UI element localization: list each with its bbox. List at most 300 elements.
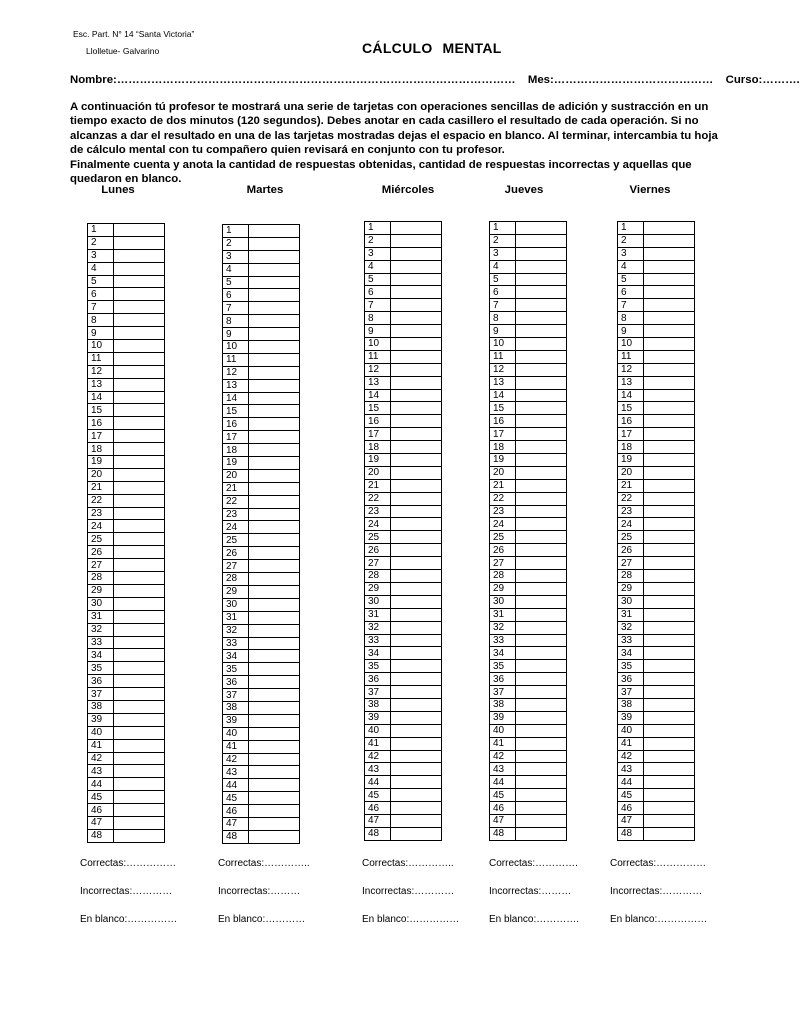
answer-cell[interactable]: [644, 724, 695, 737]
answer-cell[interactable]: [249, 353, 300, 366]
answer-cell[interactable]: [114, 597, 165, 610]
answer-cell[interactable]: [391, 698, 442, 711]
answer-cell[interactable]: [114, 584, 165, 597]
answer-table: [87, 223, 165, 843]
answer-cell[interactable]: [391, 724, 442, 737]
row-number: 23: [490, 505, 516, 518]
answer-cell[interactable]: [644, 454, 695, 467]
answer-cell[interactable]: [114, 262, 165, 275]
answer-cell[interactable]: [114, 430, 165, 443]
answer-cell[interactable]: [516, 737, 567, 750]
answer-cell[interactable]: [391, 363, 442, 376]
answer-cell[interactable]: [249, 263, 300, 276]
answer-cell[interactable]: [516, 312, 567, 325]
answer-cell[interactable]: [644, 350, 695, 363]
answer-cell[interactable]: [249, 225, 300, 238]
answer-cell[interactable]: [644, 234, 695, 247]
answer-cell[interactable]: [249, 328, 300, 341]
answer-cell[interactable]: [249, 457, 300, 470]
answer-cell[interactable]: [249, 341, 300, 354]
table-row: [88, 404, 165, 417]
answer-cell[interactable]: [644, 363, 695, 376]
answer-cell[interactable]: [516, 260, 567, 273]
answer-cell[interactable]: [644, 698, 695, 711]
answer-cell[interactable]: [249, 250, 300, 263]
row-number: 20: [88, 468, 114, 481]
answer-cell[interactable]: [391, 827, 442, 840]
answer-cell[interactable]: [391, 711, 442, 724]
answer-cell[interactable]: [644, 557, 695, 570]
answer-cell[interactable]: [516, 595, 567, 608]
answer-cell[interactable]: [644, 273, 695, 286]
answer-cell[interactable]: [516, 724, 567, 737]
answer-cell[interactable]: [391, 531, 442, 544]
answer-cell[interactable]: [644, 479, 695, 492]
mes-field[interactable]: Mes:……………………………………: [527, 74, 714, 86]
table-row: [88, 224, 165, 237]
table-row: [223, 237, 300, 250]
curso-field[interactable]: Curso:……….: [725, 74, 800, 86]
row-number: 35: [490, 660, 516, 673]
answer-cell[interactable]: [644, 338, 695, 351]
answer-cell[interactable]: [249, 560, 300, 573]
summary-correctas[interactable]: Correctas:……………: [610, 858, 707, 869]
answer-cell[interactable]: [644, 415, 695, 428]
answer-cell[interactable]: [516, 441, 567, 454]
answer-cell[interactable]: [644, 647, 695, 660]
answer-cell[interactable]: [391, 479, 442, 492]
answer-cell[interactable]: [249, 431, 300, 444]
answer-cell[interactable]: [644, 247, 695, 260]
answer-cell[interactable]: [391, 647, 442, 660]
answer-cell[interactable]: [249, 495, 300, 508]
answer-cell[interactable]: [391, 222, 442, 235]
answer-cell[interactable]: [114, 288, 165, 301]
row-number: 15: [618, 402, 644, 415]
answer-cell[interactable]: [114, 443, 165, 456]
answer-cell[interactable]: [391, 763, 442, 776]
answer-cell[interactable]: [249, 766, 300, 779]
answer-cell[interactable]: [249, 418, 300, 431]
answer-cell[interactable]: [516, 570, 567, 583]
table-row: [365, 698, 442, 711]
summary-incorrectas[interactable]: Incorrectas:………: [489, 886, 572, 897]
answer-cell[interactable]: [249, 508, 300, 521]
answer-cell[interactable]: [391, 621, 442, 634]
row-number: 42: [88, 752, 114, 765]
answer-cell[interactable]: [114, 778, 165, 791]
answer-cell[interactable]: [249, 753, 300, 766]
table-row: [618, 814, 695, 827]
answer-cell[interactable]: [644, 673, 695, 686]
answer-cell[interactable]: [391, 802, 442, 815]
answer-cell[interactable]: [114, 417, 165, 430]
answer-cell[interactable]: [644, 286, 695, 299]
summary-incorrectas[interactable]: Incorrectas:…………: [80, 886, 173, 897]
table-row: [490, 750, 567, 763]
answer-cell[interactable]: [249, 482, 300, 495]
answer-cell[interactable]: [516, 750, 567, 763]
answer-cell[interactable]: [516, 673, 567, 686]
row-number: 44: [618, 776, 644, 789]
answer-cell[interactable]: [114, 520, 165, 533]
answer-cell[interactable]: [114, 829, 165, 842]
answer-cell[interactable]: [644, 789, 695, 802]
answer-cell[interactable]: [516, 827, 567, 840]
answer-cell[interactable]: [516, 338, 567, 351]
nombre-field[interactable]: Nombre:……………………………………………………………………………………………: [70, 74, 516, 86]
answer-cell[interactable]: [644, 531, 695, 544]
answer-cell[interactable]: [391, 673, 442, 686]
answer-cell[interactable]: [249, 444, 300, 457]
answer-cell[interactable]: [516, 454, 567, 467]
answer-cell[interactable]: [516, 402, 567, 415]
answer-cell[interactable]: [114, 649, 165, 662]
answer-cell[interactable]: [114, 340, 165, 353]
answer-cell[interactable]: [391, 570, 442, 583]
answer-cell[interactable]: [249, 534, 300, 547]
answer-cell[interactable]: [114, 610, 165, 623]
answer-cell[interactable]: [249, 302, 300, 315]
answer-cell[interactable]: [644, 582, 695, 595]
answer-cell[interactable]: [644, 802, 695, 815]
answer-cell[interactable]: [114, 572, 165, 585]
answer-cell[interactable]: [391, 737, 442, 750]
answer-cell[interactable]: [644, 466, 695, 479]
answer-cell[interactable]: [644, 711, 695, 724]
answer-cell[interactable]: [516, 222, 567, 235]
answer-cell[interactable]: [114, 404, 165, 417]
answer-cell[interactable]: [516, 428, 567, 441]
answer-cell[interactable]: [391, 234, 442, 247]
row-number: 39: [223, 714, 249, 727]
answer-cell[interactable]: [644, 621, 695, 634]
answer-cell[interactable]: [391, 350, 442, 363]
answer-cell[interactable]: [516, 686, 567, 699]
answer-cell[interactable]: [644, 492, 695, 505]
table-row: [490, 338, 567, 351]
answer-cell[interactable]: [391, 338, 442, 351]
answer-cell[interactable]: [249, 276, 300, 289]
answer-cell[interactable]: [391, 402, 442, 415]
answer-cell[interactable]: [114, 507, 165, 520]
answer-cell[interactable]: [516, 325, 567, 338]
summary-correctas[interactable]: Correctas:……………: [80, 858, 177, 869]
table-row: [490, 557, 567, 570]
answer-cell[interactable]: [114, 468, 165, 481]
answer-cell[interactable]: [516, 299, 567, 312]
answer-cell[interactable]: [114, 365, 165, 378]
table-row: [223, 392, 300, 405]
answer-cell[interactable]: [516, 608, 567, 621]
answer-cell[interactable]: [391, 814, 442, 827]
answer-cell[interactable]: [391, 608, 442, 621]
answer-cell[interactable]: [644, 222, 695, 235]
answer-cell[interactable]: [114, 327, 165, 340]
answer-cell[interactable]: [114, 391, 165, 404]
answer-cell[interactable]: [114, 314, 165, 327]
answer-cell[interactable]: [391, 660, 442, 673]
row-number: 7: [618, 299, 644, 312]
answer-cell[interactable]: [249, 663, 300, 676]
summary-blanco[interactable]: En blanco:…………: [218, 914, 306, 925]
answer-cell[interactable]: [249, 366, 300, 379]
row-number: 21: [365, 479, 391, 492]
answer-cell[interactable]: [516, 234, 567, 247]
answer-cell[interactable]: [391, 376, 442, 389]
answer-cell[interactable]: [644, 260, 695, 273]
answer-cell[interactable]: [114, 481, 165, 494]
table-row: [88, 713, 165, 726]
answer-cell[interactable]: [114, 662, 165, 675]
answer-cell[interactable]: [391, 582, 442, 595]
answer-cell[interactable]: [516, 621, 567, 634]
answer-cell[interactable]: [516, 518, 567, 531]
answer-cell[interactable]: [516, 776, 567, 789]
answer-cell[interactable]: [249, 469, 300, 482]
answer-cell[interactable]: [644, 827, 695, 840]
answer-cell[interactable]: [114, 816, 165, 829]
answer-cell[interactable]: [516, 415, 567, 428]
answer-cell[interactable]: [516, 466, 567, 479]
row-number: 33: [88, 636, 114, 649]
summary-incorrectas[interactable]: Incorrectas:………: [218, 886, 301, 897]
table-row: [365, 479, 442, 492]
answer-cell[interactable]: [516, 698, 567, 711]
answer-cell[interactable]: [644, 505, 695, 518]
answer-cell[interactable]: [114, 623, 165, 636]
table-row: [223, 805, 300, 818]
answer-cell[interactable]: [391, 260, 442, 273]
answer-cell[interactable]: [249, 392, 300, 405]
answer-cell[interactable]: [644, 518, 695, 531]
answer-cell[interactable]: [516, 814, 567, 827]
answer-cell[interactable]: [249, 779, 300, 792]
answer-cell[interactable]: [644, 750, 695, 763]
answer-cell[interactable]: [644, 544, 695, 557]
answer-cell[interactable]: [644, 776, 695, 789]
answer-cell[interactable]: [114, 224, 165, 237]
answer-cell[interactable]: [391, 428, 442, 441]
answer-cell[interactable]: [391, 776, 442, 789]
summary-incorrectas[interactable]: Incorrectas:…………: [362, 886, 455, 897]
answer-cell[interactable]: [644, 570, 695, 583]
summary-correctas[interactable]: Correctas:…………..: [218, 858, 310, 869]
answer-cell[interactable]: [114, 675, 165, 688]
answer-cell[interactable]: [391, 312, 442, 325]
answer-cell[interactable]: [391, 247, 442, 260]
row-number: 41: [88, 739, 114, 752]
answer-cell[interactable]: [391, 686, 442, 699]
answer-cell[interactable]: [249, 315, 300, 328]
row-number: 14: [88, 391, 114, 404]
answer-cell[interactable]: [391, 389, 442, 402]
answer-cell[interactable]: [644, 737, 695, 750]
summary-blanco[interactable]: En blanco:……………: [362, 914, 460, 925]
answer-cell[interactable]: [644, 763, 695, 776]
answer-cell[interactable]: [249, 714, 300, 727]
table-row: [88, 700, 165, 713]
summary-blanco[interactable]: En blanco:………….: [489, 914, 580, 925]
answer-cell[interactable]: [249, 701, 300, 714]
answer-cell[interactable]: [644, 389, 695, 402]
summary-correctas[interactable]: Correctas:………….: [489, 858, 578, 869]
answer-cell[interactable]: [249, 379, 300, 392]
answer-cell[interactable]: [516, 350, 567, 363]
table-row: [618, 479, 695, 492]
answer-cell[interactable]: [114, 739, 165, 752]
answer-cell[interactable]: [516, 492, 567, 505]
answer-cell[interactable]: [114, 765, 165, 778]
answer-cell[interactable]: [249, 727, 300, 740]
answer-cell[interactable]: [249, 405, 300, 418]
answer-cell[interactable]: [644, 660, 695, 673]
answer-cell[interactable]: [249, 792, 300, 805]
answer-cell[interactable]: [249, 740, 300, 753]
answer-cell[interactable]: [114, 636, 165, 649]
answer-cell[interactable]: [114, 301, 165, 314]
answer-cell[interactable]: [644, 595, 695, 608]
answer-cell[interactable]: [516, 389, 567, 402]
answer-cell[interactable]: [516, 286, 567, 299]
answer-cell[interactable]: [391, 518, 442, 531]
answer-cell[interactable]: [249, 585, 300, 598]
answer-cell[interactable]: [249, 817, 300, 830]
answer-cell[interactable]: [391, 492, 442, 505]
answer-cell[interactable]: [516, 711, 567, 724]
answer-cell[interactable]: [114, 546, 165, 559]
answer-cell[interactable]: [114, 352, 165, 365]
answer-cell[interactable]: [114, 456, 165, 469]
answer-cell[interactable]: [516, 557, 567, 570]
summary-blanco[interactable]: En blanco:……………: [80, 914, 178, 925]
answer-cell[interactable]: [516, 273, 567, 286]
answer-cell[interactable]: [114, 533, 165, 546]
answer-cell[interactable]: [391, 634, 442, 647]
answer-cell[interactable]: [516, 647, 567, 660]
answer-cell[interactable]: [516, 363, 567, 376]
answer-cell[interactable]: [249, 689, 300, 702]
table-row: [365, 441, 442, 454]
answer-cell[interactable]: [249, 598, 300, 611]
answer-cell[interactable]: [644, 634, 695, 647]
answer-cell[interactable]: [249, 573, 300, 586]
table-row: [88, 275, 165, 288]
answer-cell[interactable]: [114, 713, 165, 726]
row-number: 35: [223, 663, 249, 676]
answer-cell[interactable]: [391, 505, 442, 518]
answer-cell[interactable]: [249, 676, 300, 689]
answer-cell[interactable]: [516, 802, 567, 815]
answer-cell[interactable]: [516, 789, 567, 802]
answer-cell[interactable]: [114, 688, 165, 701]
row-number: 26: [365, 544, 391, 557]
answer-cell[interactable]: [516, 531, 567, 544]
row-number: 21: [618, 479, 644, 492]
answer-cell[interactable]: [391, 441, 442, 454]
row-number: 34: [490, 647, 516, 660]
answer-cell[interactable]: [391, 466, 442, 479]
answer-cell[interactable]: [644, 299, 695, 312]
answer-cell[interactable]: [391, 325, 442, 338]
table-row: [618, 325, 695, 338]
table-row: [223, 650, 300, 663]
answer-cell[interactable]: [644, 428, 695, 441]
answer-cell[interactable]: [391, 595, 442, 608]
answer-cell[interactable]: [516, 376, 567, 389]
summary-incorrectas[interactable]: Incorrectas:…………: [610, 886, 703, 897]
answer-cell[interactable]: [249, 805, 300, 818]
answer-cell[interactable]: [249, 611, 300, 624]
table-row: [490, 802, 567, 815]
answer-cell[interactable]: [391, 750, 442, 763]
answer-cell[interactable]: [391, 286, 442, 299]
table-row: [490, 595, 567, 608]
answer-cell[interactable]: [516, 479, 567, 492]
answer-cell[interactable]: [644, 686, 695, 699]
answer-cell[interactable]: [391, 454, 442, 467]
answer-cell[interactable]: [114, 559, 165, 572]
answer-cell[interactable]: [249, 650, 300, 663]
answer-cell[interactable]: [249, 624, 300, 637]
answer-cell[interactable]: [114, 752, 165, 765]
answer-cell[interactable]: [249, 547, 300, 560]
answer-cell[interactable]: [249, 237, 300, 250]
answer-cell[interactable]: [114, 804, 165, 817]
answer-cell[interactable]: [391, 544, 442, 557]
answer-cell[interactable]: [114, 378, 165, 391]
answer-cell[interactable]: [516, 763, 567, 776]
answer-cell[interactable]: [644, 325, 695, 338]
answer-cell[interactable]: [516, 544, 567, 557]
answer-cell[interactable]: [516, 660, 567, 673]
answer-cell[interactable]: [516, 505, 567, 518]
answer-cell[interactable]: [114, 700, 165, 713]
answer-cell[interactable]: [516, 247, 567, 260]
answer-cell[interactable]: [114, 275, 165, 288]
summary-correctas[interactable]: Correctas:…………..: [362, 858, 454, 869]
answer-cell[interactable]: [114, 249, 165, 262]
answer-cell[interactable]: [644, 441, 695, 454]
answer-cell[interactable]: [391, 273, 442, 286]
answer-cell[interactable]: [249, 637, 300, 650]
answer-cell[interactable]: [516, 634, 567, 647]
table-row: [618, 312, 695, 325]
answer-cell[interactable]: [644, 312, 695, 325]
answer-cell[interactable]: [391, 789, 442, 802]
table-row: [618, 518, 695, 531]
answer-cell[interactable]: [114, 791, 165, 804]
answer-cell[interactable]: [249, 830, 300, 843]
answer-cell[interactable]: [114, 236, 165, 249]
answer-cell[interactable]: [644, 608, 695, 621]
answer-cell[interactable]: [249, 521, 300, 534]
row-number: 12: [223, 366, 249, 379]
answer-cell[interactable]: [391, 557, 442, 570]
answer-cell[interactable]: [391, 299, 442, 312]
answer-cell[interactable]: [644, 814, 695, 827]
answer-cell[interactable]: [114, 726, 165, 739]
answer-cell[interactable]: [114, 494, 165, 507]
table-row: [223, 366, 300, 379]
answer-cell[interactable]: [249, 289, 300, 302]
answer-cell[interactable]: [644, 376, 695, 389]
answer-cell[interactable]: [644, 402, 695, 415]
summary-blanco[interactable]: En blanco:……………: [610, 914, 708, 925]
answer-cell[interactable]: [516, 582, 567, 595]
row-number: 22: [365, 492, 391, 505]
answer-cell[interactable]: [391, 415, 442, 428]
